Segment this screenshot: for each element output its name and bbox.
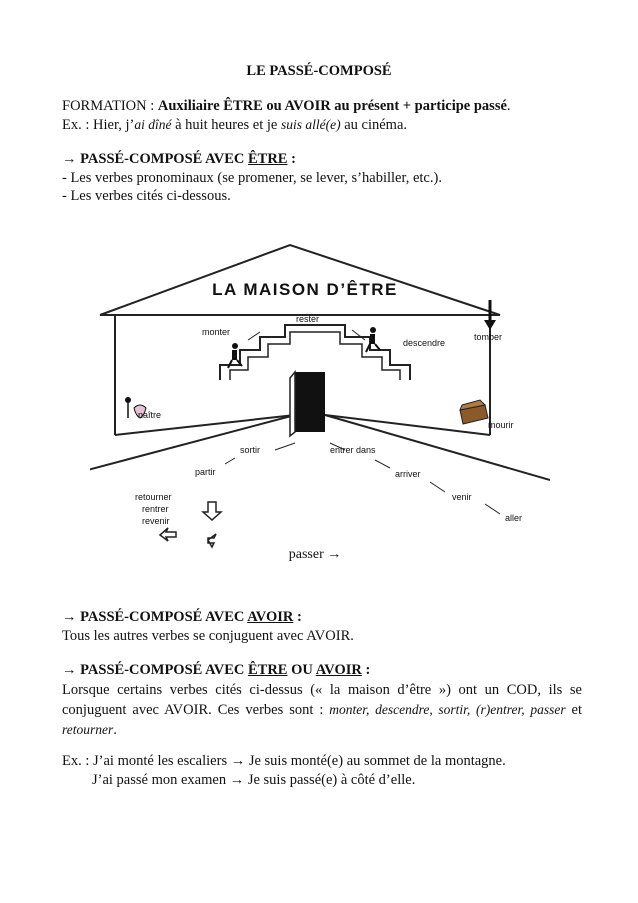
ground-left [90,415,295,480]
example-line-3: J’ai passé mon examen → Je suis passé(e) à côté d’elle. [92,772,416,788]
etre-ou-avoir-paragraph: Lorsque certains verbes cités ci-dessus (« la maison d’être ») ont un COD, ils se conjuguent avec AVOIR. Ces verbes sont : monter, descendre, sortir, (r)entrer, passer et retourner. [62,682,582,738]
formation-line: FORMATION : Auxiliaire ÊTRE ou AVOIR au présent + participe passé. [62,98,511,114]
heading-etre: → PASSÉ-COMPOSÉ AVEC ÊTRE : [62,151,296,167]
verb-descendre: descendre [403,338,446,348]
door [295,372,325,432]
verb-passer: passer → [288,547,342,562]
verb-entrer-dans: entrer dans [330,445,376,455]
verb-partir: partir [195,467,216,477]
verb-sortir: sortir [240,445,260,455]
house-title: LA MAISON D’ÊTRE [212,280,398,299]
verb-monter: monter [202,327,231,337]
verb-rester: rester [296,314,320,324]
etre-item-pronominaux: - Les verbes pronominaux (se promener, se lever, s’habiller, etc.). [62,170,442,186]
page-title: LE PASSÉ-COMPOSÉ [246,63,392,79]
heading-etre-ou-avoir: → PASSÉ-COMPOSÉ AVEC ÊTRE OU AVOIR : [62,662,371,678]
door-leaf [290,372,295,436]
verb-tomber: tomber [474,332,503,342]
etre-item-cites: - Les verbes cités ci-dessous. [62,188,231,204]
avoir-rule: Tous les autres verbes se conjuguent avec AVOIR. [62,628,354,644]
verb-arriver: arriver [395,469,421,479]
verb-rentrer: rentrer [142,504,169,514]
example-line-2: Ex. : J’ai monté les escaliers → Je suis monté(e) au sommet de la montagne. [62,753,506,769]
verb-naitre: naître [138,410,162,420]
verb-retourner: retourner [135,492,172,502]
heading-avoir: → PASSÉ-COMPOSÉ AVEC AVOIR : [62,609,302,625]
climbing-figure-right [366,327,380,352]
verb-venir: venir [452,492,472,502]
example-line: Ex. : Hier, j’ai dîné à huit heures et je suis allé(e) au cinéma. [62,117,408,133]
verb-aller: aller [505,513,523,523]
maison-d-etre-diagram [90,240,550,570]
coffin-icon [460,400,488,424]
verb-mourir: mourir [488,420,514,430]
verb-revenir: revenir [142,516,170,526]
staircase [220,325,410,380]
